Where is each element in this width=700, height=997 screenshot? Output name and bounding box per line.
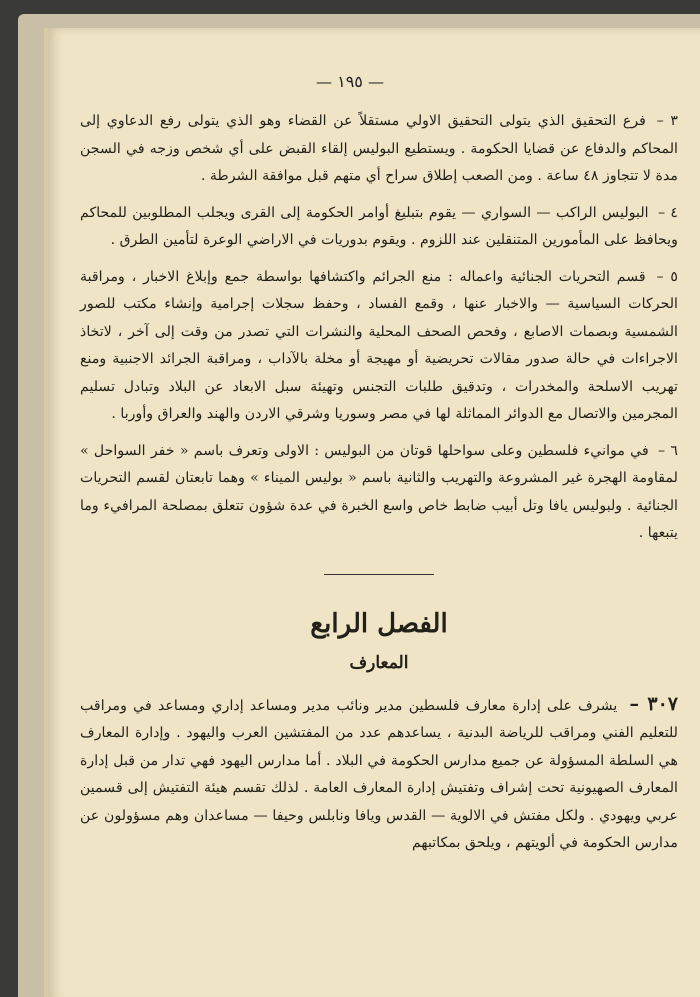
page-content <box>80 108 678 858</box>
paragraph <box>80 691 678 858</box>
item-number: ٤ – <box>657 204 678 221</box>
item-number: ٦ – <box>658 442 678 459</box>
item-text: في موانيء فلسطين وعلى سواحلها قوتان من البوليس : الاولى وتعرف باسم « خفر السواحل » لمقاومة الهجرة غير المشروعة والتهريب والثانية باسم « بوليس الميناء » وهما تابعتان لقسم التحريات الجنائية . ولبوليس يافا وتل أبيب ضابط خاص واسع الخبرة في عدة شؤون تتعلق بمصلحة المرافيء وما يتبعها . <box>80 442 678 541</box>
page-number: — ١٩٥ — <box>316 72 384 91</box>
paragraph-number: ٣٠٧ – <box>629 692 678 715</box>
list-item <box>80 200 678 255</box>
item-text: قسم التحريات الجنائية واعماله : منع الجرائم واكتشافها بواسطة جمع وإبلاغ الاخبار ، ومراقبة الحركات السياسية — والاخبار عنها ، وقمع الفساد ، وحفظ سجلات إجرامية وإنشاء مكتب للصور الشمسية وبصمات الاصابع ، وفحص الصحف المحلية والنشرات التي تصدر من وقت إلى آخر ، لاتخاذ الاجراءات في حالة صدور مقالات تحريضية أو مهيجة أو مخلة بالآداب ، ومراقبة الجرائد الاجنبية ومنع تهريب الاسلحة والمخدرات ، وتدقيق طلبات التجنس وتهيئة سبل الابعاد عن البلاد وتبادل تسليم المجرمين والاتصال مع الدوائر المماثلة لها في مصر وسوريا وشرقي الاردن والهند والعراق وأوربا . <box>80 268 678 422</box>
item-number: ٥ – <box>656 268 678 285</box>
item-number: ٣ – <box>656 113 679 129</box>
paragraph-text: يشرف على إدارة معارف فلسطين مدير ونائب مدير ومساعد إداري ومساعد في ومراقب للتعليم الفني ومراقب للرياضة البدنية ، يساعدهم عدد من المفتشين العرب واليهود . وإدارة المعارف هي السلطة المسؤولة عن جميع مدارس الحكومة في البلاد . أما مدارس اليهود فهي تدار من قبل إدارة المعارف الصهيونية تحت إشراف وتفتيش إدارة المعارف العامة . لذلك تقسم هيئة التفتيش إلى قسمين عربي ويهودي . ولكل مفتش في الالوية — القدس ويافا ونابلس وحيفا — مساعدان وهم مسؤولون عن مدارس الحكومة في ألويتهم ، ويلحق بمكاتبهم <box>80 697 678 851</box>
section-divider <box>324 574 434 575</box>
section-title: المعارف <box>349 652 409 673</box>
chapter-title: الفصل الرابع <box>310 608 448 639</box>
list-item <box>80 108 678 191</box>
list-item <box>80 438 678 548</box>
list-item <box>80 264 678 429</box>
item-text: البوليس الراكب — السواري — يقوم بتبليغ أوامر الحكومة إلى القرى ويجلب المطلوبين للمحاكم ويحافظ على المأمورين المتنقلين عند اللزوم . ويقوم بدوريات في الاراضي الوعرة لتأمين الطرق . <box>80 204 678 248</box>
item-text: فرع التحقيق الذي يتولى التحقيق الاولي مستقلاً عن القضاء وهو الذي يتولى رفع الدعاوي إلى المحاكم والدفاع عن قضايا الحكومة . ويستطيع البوليس إلقاء القبض على أي شخص وزجه في السجن مدة لا تتجاوز ٤٨ ساعة . ومن الصعب إطلاق سراح أي متهم قبل موافقة الشرطة . <box>80 113 678 184</box>
